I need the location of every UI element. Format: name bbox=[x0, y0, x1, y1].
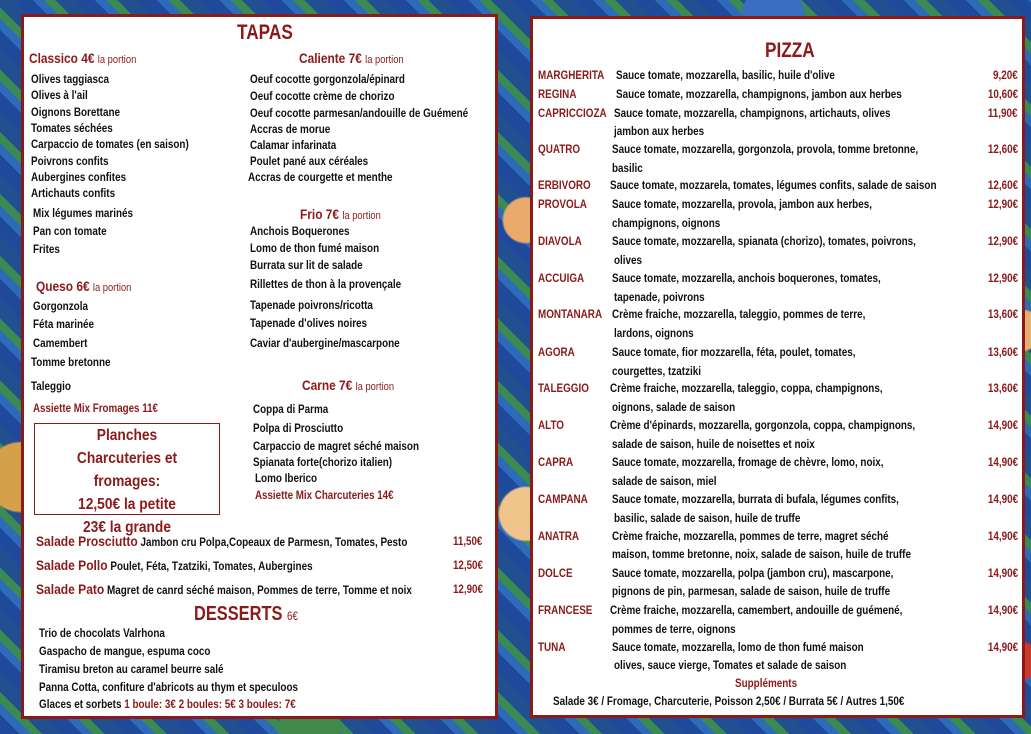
carne-item: Coppa di Parma bbox=[253, 404, 329, 416]
glaces-prices: 1 boule: 3€ 2 boules: 5€ 3 boules: 7€ bbox=[124, 699, 296, 711]
pizza-price: 14,90€ bbox=[987, 457, 1018, 469]
classico-name: Classico 4€ bbox=[29, 50, 95, 66]
dessert-item: Gaspacho de mangue, espuma coco bbox=[39, 646, 211, 658]
salade-row bbox=[36, 581, 412, 597]
dessert-glaces bbox=[39, 699, 296, 711]
salade-row bbox=[36, 557, 313, 573]
pizza-desc: salade de saison, miel bbox=[612, 476, 717, 488]
assiette-mix-charcuteries: Assiette Mix Charcuteries 14€ bbox=[255, 490, 394, 502]
planches-large: 23€ la grande bbox=[83, 519, 171, 536]
salade-price: 12,90€ bbox=[453, 584, 483, 596]
pizza-name: REGINA bbox=[538, 89, 577, 101]
classico-item: Pan con tomate bbox=[33, 226, 107, 238]
tapas-title: TAPAS bbox=[237, 21, 293, 44]
frio-heading bbox=[300, 206, 381, 222]
classico-item: Olives taggiasca bbox=[31, 74, 110, 86]
salade-price: 12,50€ bbox=[453, 560, 483, 572]
pizza-desc: Sauce tomate, mozzarella, burrata di bufala, légumes confits, bbox=[612, 494, 899, 506]
portion-label: la portion bbox=[342, 210, 381, 222]
pizza-name: ALTO bbox=[538, 420, 565, 432]
pizza-desc: pommes de terre, oignons bbox=[612, 624, 736, 636]
frio-item: Tapenade d'olives noires bbox=[250, 318, 368, 330]
dessert-item: Panna Cotta, confiture d'abricots au thym et speculoos bbox=[39, 682, 298, 694]
portion-label: la portion bbox=[365, 54, 404, 66]
pizza-desc: Sauce tomate, mozzarella, lomo de thon fumé maison bbox=[612, 642, 864, 654]
salade-desc: Jambon cru Polpa,Copeaux de Parmesn, Tomates, Pesto bbox=[140, 537, 408, 549]
frio-item: Lomo de thon fumé maison bbox=[250, 243, 380, 255]
desserts-price: 6€ bbox=[286, 609, 298, 623]
salade-desc: Magret de canrd séché maison, Pommes de terre, Tomme et noix bbox=[107, 585, 412, 597]
pizza-price: 14,90€ bbox=[987, 494, 1018, 506]
caliente-item: Oeuf cocotte crème de chorizo bbox=[250, 91, 395, 103]
classico-item: Artichauts confits bbox=[31, 188, 116, 200]
pizza-name: TUNA bbox=[538, 642, 566, 654]
pizza-desc: Crème fraiche, mozzarella, taleggio, pommes de terre, bbox=[612, 309, 866, 321]
queso-item: Féta marinée bbox=[33, 319, 95, 331]
queso-item: Tomme bretonne bbox=[31, 357, 111, 369]
pizza-price: 14,90€ bbox=[987, 420, 1018, 432]
pizza-price: 14,90€ bbox=[987, 531, 1018, 543]
portion-label: la portion bbox=[92, 282, 132, 294]
pizza-name: PROVOLA bbox=[538, 199, 587, 211]
planches-line2: Charcuteries et fromages: bbox=[76, 450, 178, 490]
carne-item: Polpa di Prosciutto bbox=[253, 423, 344, 435]
pizza-desc: Sauce tomate, mozzarella, provola, jambon aux herbes, bbox=[612, 199, 872, 211]
pizza-desc: Sauce tomate, fior mozzarella, féta, poulet, tomates, bbox=[612, 347, 856, 359]
pizza-desc: Sauce tomate, mozzarella, anchois boquerones, tomates, bbox=[612, 273, 881, 285]
classico-item: Mix légumes marinés bbox=[33, 208, 134, 220]
carne-item: Spianata forte(chorizo italien) bbox=[253, 457, 393, 469]
caliente-heading bbox=[299, 50, 404, 66]
classico-item: Frites bbox=[33, 244, 60, 256]
salade-name: Salade Pato bbox=[36, 581, 105, 597]
frio-item: Tapenade poivrons/ricotta bbox=[250, 300, 373, 312]
dessert-item: Trio de chocolats Valrhona bbox=[39, 628, 165, 640]
queso-item: Taleggio bbox=[31, 381, 71, 393]
pizza-title: PIZZA bbox=[765, 39, 815, 62]
pizza-name: ANATRA bbox=[538, 531, 580, 543]
glaces-label: Glaces et sorbets bbox=[39, 699, 122, 711]
carne-item: Carpaccio de magret séché maison bbox=[253, 441, 420, 453]
supplements-list: Salade 3€ / Fromage, Charcuterie, Poisson 2,50€ / Burrata 5€ / Autres 1,50€ bbox=[553, 696, 905, 708]
classico-item: Olives à l'ail bbox=[31, 90, 88, 102]
queso-heading bbox=[36, 278, 131, 294]
pizza-price: 12,60€ bbox=[987, 180, 1018, 192]
frio-name: Frio 7€ bbox=[300, 206, 340, 222]
pizza-desc: Sauce tomate, mozzarella, spianata (chorizo), tomates, poivrons, bbox=[612, 236, 916, 248]
pizza-desc: Crème fraiche, mozzarella, camembert, andouille de guémené, bbox=[610, 605, 903, 617]
desserts-heading bbox=[194, 603, 298, 626]
pizza-name: ERBIVORO bbox=[538, 180, 591, 192]
dessert-item: Tiramisu breton au caramel beurre salé bbox=[39, 664, 224, 676]
portion-label: la portion bbox=[355, 381, 395, 393]
pizza-desc: jambon aux herbes bbox=[614, 126, 705, 138]
pizza-name: DIAVOLA bbox=[538, 236, 582, 248]
pizza-desc: Crème fraiche, mozzarella, taleggio, coppa, champignons, bbox=[610, 383, 883, 395]
caliente-item: Oeuf cocotte parmesan/andouille de Guémené bbox=[250, 108, 469, 120]
pizza-desc: pignons de pin, parmesan, salade de saison, huile de truffe bbox=[612, 586, 891, 598]
pizza-desc: maison, tomme bretonne, noix, salade de saison, huile de truffe bbox=[612, 549, 911, 561]
pizza-name: QUATRO bbox=[538, 144, 581, 156]
pizza-name: MONTANARA bbox=[538, 309, 603, 321]
frio-item: Caviar d'aubergine/mascarpone bbox=[250, 338, 400, 350]
classico-item: Tomates séchées bbox=[31, 123, 113, 135]
pizza-desc: Sauce tomate, mozzarella, gorgonzola, provola, tomme bretonne, bbox=[612, 144, 919, 156]
portion-label: la portion bbox=[97, 54, 137, 66]
frio-item: Anchois Boquerones bbox=[250, 226, 350, 238]
pizza-desc: Sauce tomate, mozzarela, tomates, légumes confits, salade de saison bbox=[610, 180, 937, 192]
pizza-price: 9,20€ bbox=[993, 70, 1018, 82]
queso-item: Camembert bbox=[33, 338, 88, 350]
pizza-desc: basilic, salade de saison, huile de truffe bbox=[614, 513, 801, 525]
pizza-price: 12,90€ bbox=[987, 236, 1018, 248]
carne-item: Lomo Iberico bbox=[255, 473, 318, 485]
salade-price: 11,50€ bbox=[453, 536, 483, 548]
caliente-item: Poulet pané aux céréales bbox=[250, 156, 369, 168]
pizza-desc: Sauce tomate, mozzarella, champignons, jambon aux herbes bbox=[616, 89, 902, 101]
salade-name: Salade Pollo bbox=[36, 557, 108, 573]
classico-item: Poivrons confits bbox=[31, 156, 109, 168]
frio-item: Burrata sur lit de salade bbox=[250, 260, 363, 272]
carne-heading bbox=[302, 377, 394, 393]
pizza-desc: lardons, oignons bbox=[614, 328, 694, 340]
pizza-name: CAPRICCIOZA bbox=[538, 108, 607, 120]
classico-item: Aubergines confites bbox=[31, 172, 127, 184]
classico-heading bbox=[29, 50, 136, 66]
tapas-panel bbox=[21, 14, 498, 719]
planches-small: 12,50€ la petite bbox=[78, 496, 176, 513]
pizza-desc: olives, sauce vierge, Tomates et salade de saison bbox=[614, 660, 847, 672]
supplements-title: Suppléments bbox=[735, 678, 798, 690]
queso-name: Queso 6€ bbox=[36, 278, 90, 294]
pizza-desc: olives bbox=[614, 255, 643, 267]
pizza-price: 14,90€ bbox=[987, 568, 1018, 580]
salade-desc: Poulet, Féta, Tzatziki, Tomates, Aubergines bbox=[110, 561, 313, 573]
pizza-price: 14,90€ bbox=[987, 605, 1018, 617]
pizza-desc: salade de saison, huile de noisettes et noix bbox=[612, 439, 815, 451]
caliente-item: Calamar infarinata bbox=[250, 140, 337, 152]
pizza-price: 12,60€ bbox=[987, 144, 1018, 156]
planches-title: Planches bbox=[96, 427, 158, 444]
pizza-desc: tapenade, poivrons bbox=[614, 292, 705, 304]
pizza-name: AGORA bbox=[538, 347, 575, 359]
pizza-desc: champignons, oignons bbox=[612, 218, 721, 230]
pizza-desc: Crème fraiche, mozzarella, pommes de terre, magret séché bbox=[612, 531, 889, 543]
carne-name: Carne 7€ bbox=[302, 377, 353, 393]
pizza-price: 11,90€ bbox=[988, 108, 1018, 120]
pizza-price: 14,90€ bbox=[987, 642, 1018, 654]
caliente-item: Accras de courgette et menthe bbox=[248, 172, 393, 184]
caliente-item: Accras de morue bbox=[250, 124, 331, 136]
pizza-desc: Sauce tomate, mozzarella, basilic, huile d'olive bbox=[616, 70, 835, 82]
frio-item: Rillettes de thon à la provençale bbox=[250, 279, 402, 291]
pizza-desc: oignons, salade de saison bbox=[612, 402, 736, 414]
classico-item: Carpaccio de tomates (en saison) bbox=[31, 139, 189, 151]
pizza-desc: Crème d'épinards, mozzarella, gorgonzola, coppa, champignons, bbox=[610, 420, 916, 432]
pizza-price: 13,60€ bbox=[987, 309, 1018, 321]
queso-item: Gorgonzola bbox=[33, 301, 88, 313]
pizza-desc: Sauce tomate, mozzarella, champignons, artichauts, olives bbox=[614, 108, 891, 120]
pizza-name: CAMPANA bbox=[538, 494, 588, 506]
pizza-name: CAPRA bbox=[538, 457, 574, 469]
pizza-price: 12,90€ bbox=[987, 199, 1018, 211]
pizza-price: 13,60€ bbox=[987, 383, 1018, 395]
assiette-mix-fromages: Assiette Mix Fromages 11€ bbox=[33, 403, 158, 415]
caliente-item: Oeuf cocotte gorgonzola/épinard bbox=[250, 74, 405, 86]
classico-item: Oignons Borettane bbox=[31, 107, 121, 119]
desserts-title: DESSERTS bbox=[194, 603, 283, 625]
pizza-price: 13,60€ bbox=[987, 347, 1018, 359]
caliente-name: Caliente 7€ bbox=[299, 50, 362, 66]
planches-box bbox=[34, 423, 220, 536]
pizza-desc: basilic bbox=[612, 163, 643, 175]
salade-name: Salade Prosciutto bbox=[36, 533, 138, 549]
pizza-name: FRANCESE bbox=[538, 605, 593, 617]
pizza-name: TALEGGIO bbox=[538, 383, 589, 395]
pizza-name: ACCUIGA bbox=[538, 273, 585, 285]
salade-row bbox=[36, 533, 407, 549]
pizza-desc: courgettes, tzatziki bbox=[612, 366, 702, 378]
pizza-desc: Sauce tomate, mozzarella, polpa (jambon cru), mascarpone, bbox=[612, 568, 894, 580]
pizza-panel bbox=[530, 16, 1025, 718]
pizza-desc: Sauce tomate, mozzarella, fromage de chèvre, lomo, noix, bbox=[612, 457, 884, 469]
pizza-price: 12,90€ bbox=[987, 273, 1018, 285]
pizza-name: MARGHERITA bbox=[538, 70, 605, 82]
pizza-name: DOLCE bbox=[538, 568, 573, 580]
pizza-price: 10,60€ bbox=[987, 89, 1018, 101]
